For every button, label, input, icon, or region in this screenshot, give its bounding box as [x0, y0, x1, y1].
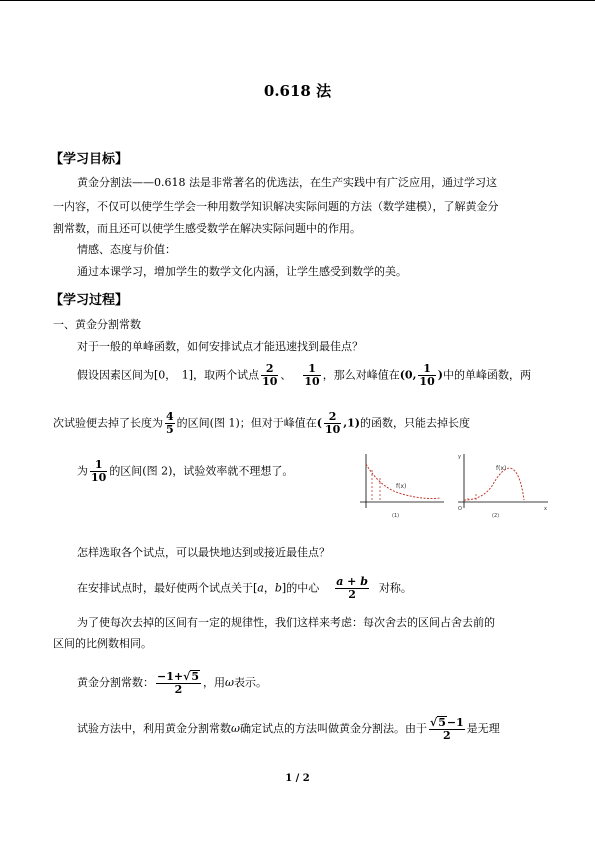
fraction-numerator: 1 [423, 362, 431, 375]
interval-text-b: ，那么对峰值在 [322, 368, 400, 382]
method-line [77, 716, 500, 742]
figure-1-fx-label: f(x) [396, 483, 407, 490]
symmetry-line [77, 576, 412, 601]
fraction-denominator: 10 [419, 375, 435, 388]
fraction-peak-2-10 [324, 411, 341, 436]
interval-text-a: 假设因素区间为[0， 1]，取两个试点 [77, 368, 260, 382]
page-title: 0.618 法 [263, 82, 332, 100]
question-1: 对于一般的单峰函数，如何安排试点才能迅速找到最佳点？ [77, 340, 363, 353]
attitude-text: 通过本课学习，增加学生的数学文化内涵，让学生感受到数学的美。 [77, 265, 407, 278]
ratio-line-1: 为了使每次去掉的区间有一定的规律性，我们这样来考虑：每次舍去的区间占舍去前的 [77, 616, 495, 629]
var-a: a [257, 581, 264, 595]
separator: 、 [280, 368, 292, 382]
figure-1 [360, 454, 444, 519]
separator: ， [263, 581, 275, 595]
symmetry-text-a: 在安排试点时，最好使两个试点关于[ [77, 581, 258, 595]
goals-paragraph-line-1: 黄金分割法——0.618 法是非常著名的优选法，在生产实践中有广泛应用，通过学习这 [77, 176, 497, 189]
goals-paragraph-line-2: 一内容，不仅可以使学生学会一种用数学知识解决实际问题的方法（数学建模），了解黄金分 [53, 200, 499, 213]
removal-text-b: 的区间(图 1)；但对于峰值在 [176, 416, 317, 430]
fraction-midpoint [335, 576, 369, 601]
fraction-denominator: 10 [304, 375, 320, 388]
figure-2-fx-label: f(x) [496, 465, 507, 472]
goals-paragraph-line-3: 割常数，而且还可以使学生感受数学在解决实际问题中的作用。 [53, 222, 361, 235]
fraction-numerator: 2 [328, 410, 337, 423]
interval-text-c: 中的单峰函数，两 [442, 368, 531, 382]
removal-text-c: 的函数，只能去掉长度 [359, 416, 470, 430]
ratio-line-2: 区间的比例数相同。 [53, 637, 152, 650]
top-rule [0, 0, 595, 1]
figure-2-curve [464, 468, 524, 500]
fraction-golden-ratio [429, 716, 465, 742]
fraction-denominator: 2 [156, 683, 201, 696]
fraction-denominator: 2 [429, 729, 465, 742]
fraction-numerator: −1+√5 [157, 670, 199, 683]
figure-1-curve [366, 464, 440, 499]
symmetry-text-c: 对称。 [378, 581, 412, 595]
method-text-c: 是无理 [466, 722, 500, 735]
fraction-4-5 [165, 411, 175, 436]
fraction-1-10-b [90, 459, 107, 484]
removal-line [53, 411, 470, 436]
fraction-denominator: 10 [262, 375, 278, 388]
numerator-prefix: −1+ [157, 670, 184, 683]
attitude-label: 情感、态度与价值： [77, 243, 176, 256]
section-heading-goals: 【学习目标】 [50, 152, 129, 167]
unimodal-figures [352, 450, 552, 522]
figure-2-origin: O [458, 506, 462, 512]
section-heading-process: 【学习过程】 [50, 293, 129, 308]
efficiency-text-a: 为 [77, 464, 88, 478]
golden-constant-label: 黄金分割常数： [77, 676, 154, 689]
golden-constant-line [77, 670, 267, 696]
numerator-suffix: −1 [446, 716, 464, 729]
point-open: (0, [399, 368, 417, 382]
symmetry-text-b: ]的中心 [281, 581, 320, 595]
fraction-golden-constant [156, 670, 201, 696]
radicand: 5 [191, 670, 199, 683]
var-b: b [274, 581, 282, 595]
fraction-numerator: 1 [94, 458, 103, 471]
fraction-peak-1-10 [418, 363, 435, 388]
figure-1-caption: (1) [392, 513, 400, 519]
golden-constant-text-c: 表示。 [233, 676, 267, 689]
method-text-b: 确定试点的方法叫做黄金分割法。由于 [239, 722, 427, 735]
fraction-denominator: 5 [166, 423, 174, 436]
golden-constant-text-b: ，用 [202, 676, 225, 689]
efficiency-text-b: 的区间(图 2)，试验效率就不理想了。 [109, 464, 294, 478]
fraction-denominator: 2 [335, 588, 369, 601]
subsection-title: 一、黄金分割常数 [53, 318, 141, 331]
removal-text-a: 次试验便去掉了长度为 [53, 416, 163, 430]
omega-symbol: ω [231, 722, 240, 735]
point-close: ,1) [343, 416, 360, 430]
fraction-1-10 [303, 363, 320, 388]
fraction-numerator: 2 [265, 362, 274, 375]
fraction-denominator: 10 [91, 471, 107, 484]
figure-2-caption: (2) [492, 513, 500, 519]
figure-2-x-label: x [544, 506, 547, 512]
fraction-numerator: a + b [336, 575, 368, 588]
fraction-2-10 [261, 363, 278, 388]
fraction-numerator: 1 [308, 362, 316, 375]
figure-2 [458, 454, 548, 519]
interval-line [77, 363, 531, 388]
figure-2-y-label: y [458, 454, 461, 460]
fraction-denominator: 10 [324, 423, 341, 436]
question-2: 怎样选取各个试点，可以最快地达到或接近最佳点？ [77, 546, 330, 559]
point-close: ) [437, 368, 443, 382]
page-number: 1 / 2 [285, 773, 310, 784]
radicand: 5 [438, 716, 446, 729]
fraction-numerator: √5−1 [429, 716, 464, 729]
point-open: ( [316, 416, 322, 430]
method-text-a: 试验方法中，利用黄金分割常数 [77, 722, 231, 735]
fraction-numerator: 4 [166, 410, 174, 423]
efficiency-line [77, 459, 293, 484]
omega-symbol: ω [224, 676, 234, 689]
